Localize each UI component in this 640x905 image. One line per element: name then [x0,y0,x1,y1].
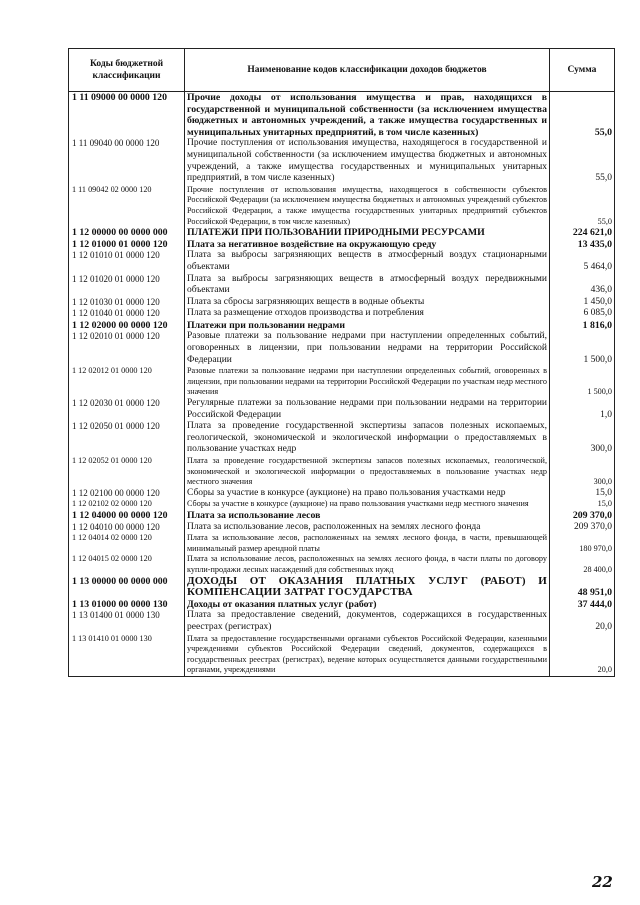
header-sum: Сумма [550,49,615,92]
row-name: Плата за использование лесов, расположенных на землях лесного фонда, в части, превышающей минимальный размер арендной платы [185,533,550,554]
row-code: 1 12 02030 01 0000 120 [69,398,185,421]
row-name: Регулярные платежи за пользование недрами при пользовании недрами на территории Российской Федерации [185,398,550,421]
row-name: Плата за сбросы загрязняющих веществ в водные объекты [185,297,550,309]
table-row [69,398,615,421]
row-sum: 300,0 [550,421,615,456]
row-name: Плата за предоставление государственными органами субъектов Российской Федерации, казенными учреждениями субъектов Российской Федерации сведений, документов, содержащихся в государственных реестрах (регистрах), ведение которых осуществляется данными государственными органами, учреждениями [185,634,550,677]
row-name: Разовые платежи за пользование недрами при наступлении определенных событий, оговоренных в лицензии, при пользовании недрами на территории Российской Федерации по участкам недр местного значения [185,366,550,398]
table-row [69,610,615,633]
row-name: Плата за выбросы загрязняющих веществ в атмосферный воздух стационарными объектами [185,250,550,273]
row-code: 1 12 00000 00 0000 000 [69,227,185,239]
table-row [69,421,615,456]
header-name: Наименование кодов классификации доходов бюджетов [185,49,550,92]
table-row [69,522,615,534]
row-code: 1 12 04000 00 0000 120 [69,510,185,522]
row-name: Сборы за участие в конкурсе (аукционе) на право пользования участками недр местного значения [185,499,550,510]
budget-classification-table [68,48,615,677]
table-row [69,576,615,599]
table-row [69,239,615,251]
row-name: Разовые платежи за пользование недрами при наступлении определенных событий, оговоренных в лицензии, при пользовании недрами на территории Российской Федерации [185,331,550,366]
table-row [69,599,615,611]
header-code: Коды бюджетной классификации [69,49,185,92]
row-name: Прочие поступления от использования имущества, находящегося в собственности субъектов Российской Федерации (за исключением имущества бюджетных и автономных учреждений субъектов Российской Федерации, а также имущества государственных унитарных предприятий субъектов Российской Федерации, в том числе казенных) [185,185,550,227]
row-sum: 1 450,0 [550,297,615,309]
table-body [69,92,615,677]
table-row [69,274,615,297]
row-code: 1 12 01030 01 0000 120 [69,297,185,309]
row-name: Плата за проведение государственной экспертизы запасов полезных ископаемых, геологической, экономической и экологической информации о предоставляемых в пользование участках недр местного значения [185,456,550,488]
row-name: Прочие доходы от использования имущества и прав, находящихся в государственной и муниципальной собственности (за исключением имущества бюджетных и автономных учреждений, а также имущества государственных и муниципальных унитарных предприятий, в том числе казенных) [185,92,550,139]
table-row [69,297,615,309]
row-sum: 55,0 [550,138,615,184]
row-name: Платежи при пользовании недрами [185,320,550,332]
row-code: 1 11 09040 00 0000 120 [69,138,185,184]
row-code: 1 12 01000 01 0000 120 [69,239,185,251]
budget-table-sheet [68,48,614,677]
row-name: Сборы за участие в конкурсе (аукционе) на право пользования участками недр [185,488,550,500]
table-row [69,331,615,366]
row-sum: 1 500,0 [550,331,615,366]
row-code: 1 12 02100 00 0000 120 [69,488,185,500]
row-sum: 55,0 [550,185,615,227]
row-name: Плата за выбросы загрязняющих веществ в атмосферный воздух передвижными объектами [185,274,550,297]
row-sum: 209 370,0 [550,522,615,534]
row-code: 1 12 04010 00 0000 120 [69,522,185,534]
row-code: 1 12 02050 01 0000 120 [69,421,185,456]
row-code: 1 12 04015 02 0000 120 [69,554,185,575]
row-code: 1 12 02052 01 0000 120 [69,456,185,488]
table-row [69,533,615,554]
row-name: Прочие поступления от использования имущества, находящегося в государственной и муниципальной собственности (за исключением имущества бюджетных и автономных учреждений, а также имущества государственных и муниципальных унитарных предприятий, в том числе казенных) [185,138,550,184]
row-sum: 13 435,0 [550,239,615,251]
row-sum: 55,0 [550,92,615,139]
row-code: 1 12 04014 02 0000 120 [69,533,185,554]
row-name: Плата за использование лесов [185,510,550,522]
row-name: ПЛАТЕЖИ ПРИ ПОЛЬЗОВАНИИ ПРИРОДНЫМИ РЕСУРСАМИ [185,227,550,239]
row-name: Плата за размещение отходов производства и потребления [185,308,550,320]
row-code: 1 13 01400 01 0000 130 [69,610,185,633]
table-row [69,185,615,227]
row-code: 1 12 01010 01 0000 120 [69,250,185,273]
table-row [69,250,615,273]
row-name: Плата за предоставление сведений, документов, содержащихся в государственных реестрах (регистрах) [185,610,550,633]
table-row [69,320,615,332]
table-row [69,510,615,522]
row-sum: 1,0 [550,398,615,421]
page-number: 22 [592,873,613,891]
row-sum: 5 464,0 [550,250,615,273]
row-sum: 1 500,0 [550,366,615,398]
table-row [69,634,615,677]
row-sum: 20,0 [550,610,615,633]
row-sum: 37 444,0 [550,599,615,611]
table-row [69,227,615,239]
row-sum: 6 085,0 [550,308,615,320]
row-sum: 180 970,0 [550,533,615,554]
row-code: 1 12 02012 01 0000 120 [69,366,185,398]
row-sum: 15,0 [550,488,615,500]
row-code: 1 12 01020 01 0000 120 [69,274,185,297]
table-row [69,92,615,139]
row-code: 1 12 02000 00 0000 120 [69,320,185,332]
table-row [69,554,615,575]
row-code: 1 11 09000 00 0000 120 [69,92,185,139]
table-row [69,366,615,398]
row-code: 1 13 01410 01 0000 130 [69,634,185,677]
row-code: 1 12 01040 01 0000 120 [69,308,185,320]
row-sum: 300,0 [550,456,615,488]
row-code: 1 11 09042 02 0000 120 [69,185,185,227]
row-code: 1 13 00000 00 0000 000 [69,576,185,599]
table-row [69,138,615,184]
row-name: Плата за использование лесов, расположенных на землях лесного фонда [185,522,550,534]
row-sum: 1 816,0 [550,320,615,332]
row-name: Плата за негативное воздействие на окружающую среду [185,239,550,251]
table-row [69,456,615,488]
row-name: Плата за проведение государственной экспертизы запасов полезных ископаемых, геологической, экономической и экологической информации о предоставляемых в пользование участках недр [185,421,550,456]
row-sum: 48 951,0 [550,576,615,599]
row-sum: 28 400,0 [550,554,615,575]
row-sum: 224 621,0 [550,227,615,239]
table-row [69,308,615,320]
row-code: 1 13 01000 00 0000 130 [69,599,185,611]
row-name: ДОХОДЫ ОТ ОКАЗАНИЯ ПЛАТНЫХ УСЛУГ (РАБОТ) И КОМПЕНСАЦИИ ЗАТРАТ ГОСУДАРСТВА [185,576,550,599]
row-code: 1 12 02010 01 0000 120 [69,331,185,366]
row-sum: 15,0 [550,499,615,510]
table-row [69,499,615,510]
row-code: 1 12 02102 02 0000 120 [69,499,185,510]
row-sum: 20,0 [550,634,615,677]
table-row [69,488,615,500]
row-name: Плата за использование лесов, расположенных на землях лесного фонда, в части платы по договору купли-продажи лесных насаждений для собственных нужд [185,554,550,575]
row-sum: 436,0 [550,274,615,297]
table-header-row [69,49,615,92]
row-sum: 209 370,0 [550,510,615,522]
row-name: Доходы от оказания платных услуг (работ) [185,599,550,611]
